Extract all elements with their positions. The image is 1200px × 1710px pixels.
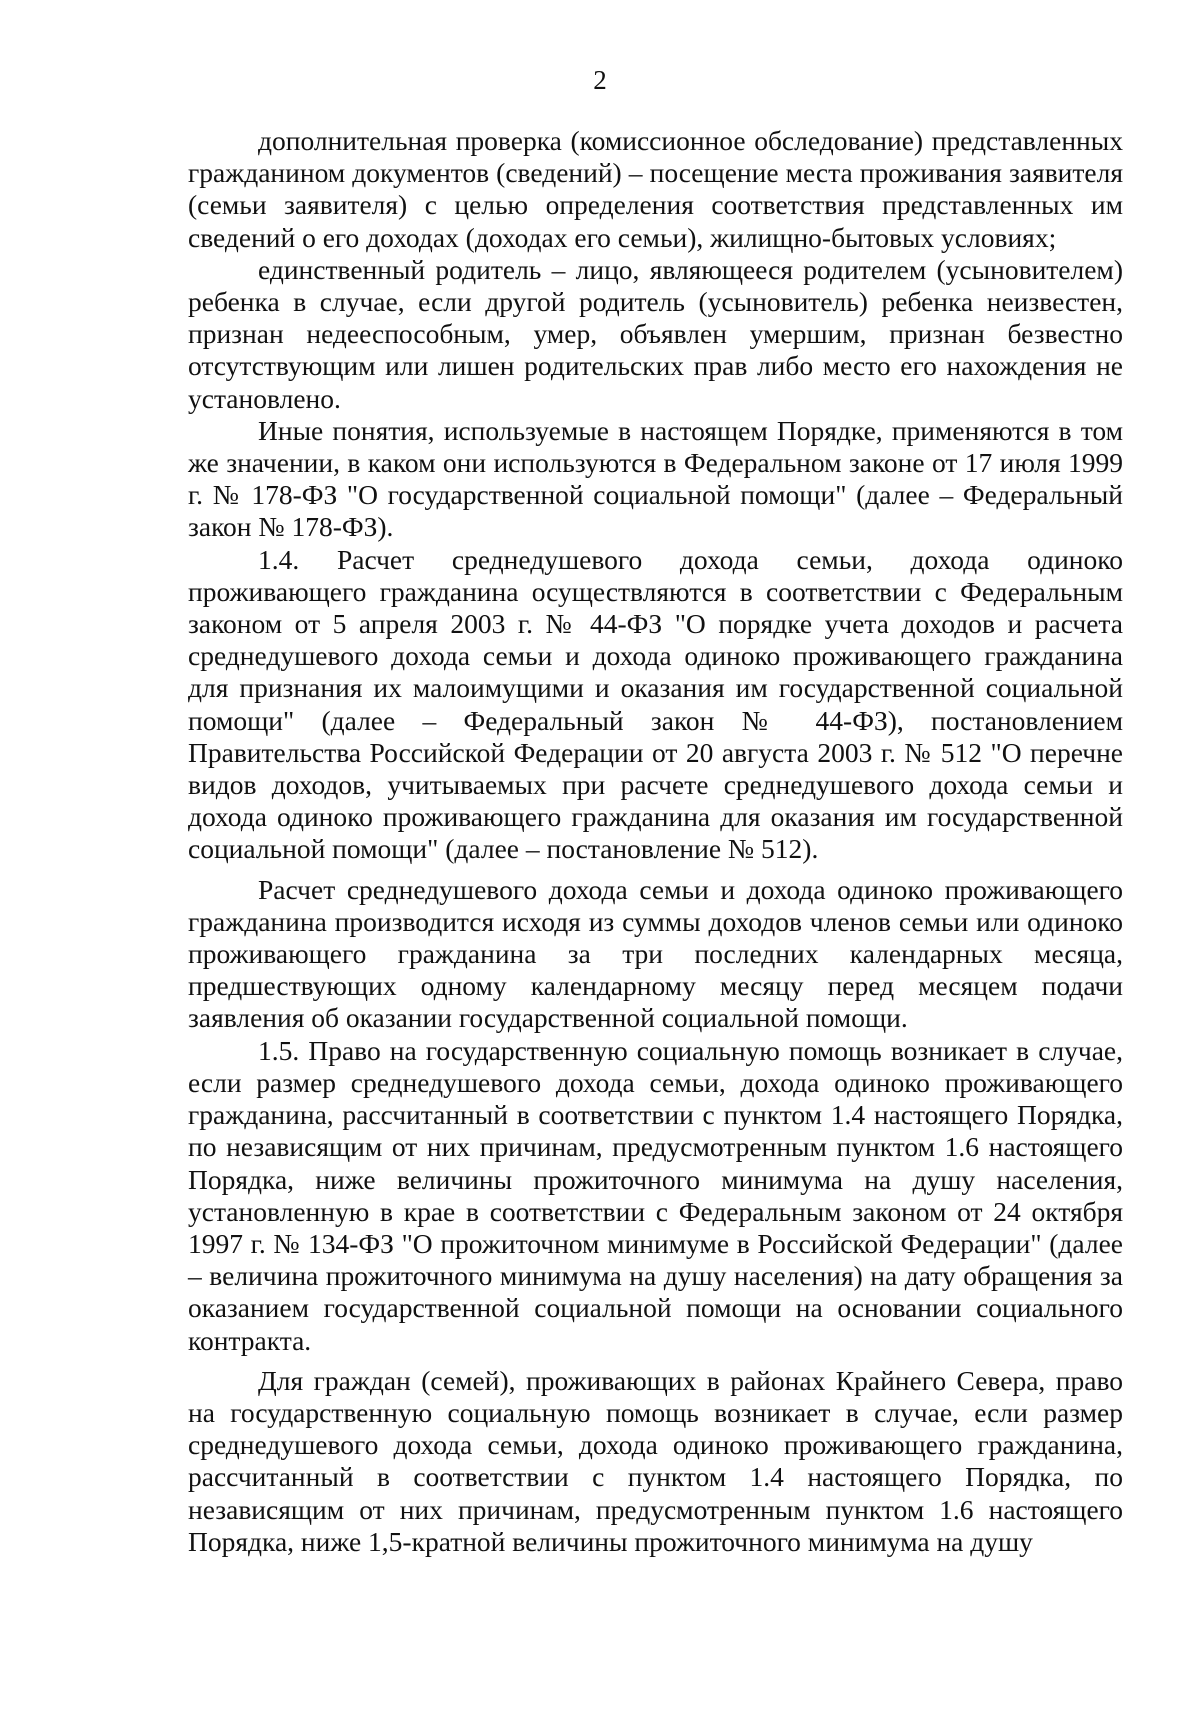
paragraph-far-north: Для граждан (семей), проживающих в районах Крайнего Севера, право на государственную социальную помощь возникает в случае, если размер среднедушевого дохода семьи, дохода одиноко проживающего гражданина, рассчитанный в соответствии с пунктом 1.4 настоящего Порядка, по независящим от них причинам, предусмотренным пунктом 1.6 настоящего Порядка, ниже 1,5-кратной величины прожиточного минимума на душу xyxy=(188,1364,1123,1557)
paragraph-clause-1-5: 1.5. Право на государственную социальную помощь возникает в случае, если размер среднедушевого дохода семьи, дохода одиноко проживающего гражданина, рассчитанный в соответствии с пунктом 1.4 настоящего Порядка, по независящим от них причинам, предусмотренным пунктом 1.6 настоящего Порядка, ниже величины прожиточного минимума на душу населения, установленную в крае в соответствии с Федеральным законом от 24 октября 1997 г. № 134-ФЗ "О прожиточном минимуме в Российской Федерации" (далее – величина прожиточного минимума на душу населения) на дату обращения за оказанием государственной социальной помощи на основании социального контракта. xyxy=(188,1034,1123,1356)
page-number: 2 xyxy=(593,65,607,95)
paragraph-other-terms: Иные понятия, используемые в настоящем Порядке, применяются в том же значении, в каком они используются в Федеральном законе от 17 июля 1999 г. № 178-ФЗ "О государственной социальной помощи" (далее – Федеральный закон № 178-ФЗ). xyxy=(188,414,1123,543)
paragraph-clause-1-4: 1.4. Расчет среднедушевого дохода семьи, дохода одиноко проживающего гражданина осуществляются в соответствии с Федеральным законом от 5 апреля 2003 г. № 44-ФЗ "О порядке учета доходов и расчета среднедушевого дохода семьи и дохода одиноко проживающего гражданина для признания их малоимущими и оказания им государственной социальной помощи" (далее – Федеральный закон № 44-ФЗ), постановлением Правительства Российской Федерации от 20 августа 2003 г. № 512 "О перечне видов доходов, учитываемых при расчете среднедушевого дохода семьи и дохода одиноко проживающего гражданина для оказания им государственной социальной помощи" (далее – постановление № 512). xyxy=(188,543,1123,865)
paragraph-income-calculation: Расчет среднедушевого дохода семьи и дохода одиноко проживающего гражданина производится исходя из суммы доходов членов семьи или одиноко проживающего гражданина за три последних календарных месяца, предшествующих одному календарному месяцу перед месяцем подачи заявления об оказании государственной социальной помощи. xyxy=(188,873,1123,1034)
paragraph-single-parent: единственный родитель – лицо, являющееся родителем (усыновителем) ребенка в случае, если другой родитель (усыновитель) ребенка неизвестен, признан недееспособным, умер, объявлен умершим, признан безвестно отсутствующим или лишен родительских прав либо место его нахождения не установлено. xyxy=(188,253,1123,414)
document-body xyxy=(188,125,1123,1558)
paragraph-additional-check: дополнительная проверка (комиссионное обследование) представленных гражданином документов (сведений) – посещение места проживания заявителя (семьи заявителя) с целью определения соответствия представленных им сведений о его доходах (доходах его семьи), жилищно-бытовых условиях; xyxy=(188,125,1123,253)
